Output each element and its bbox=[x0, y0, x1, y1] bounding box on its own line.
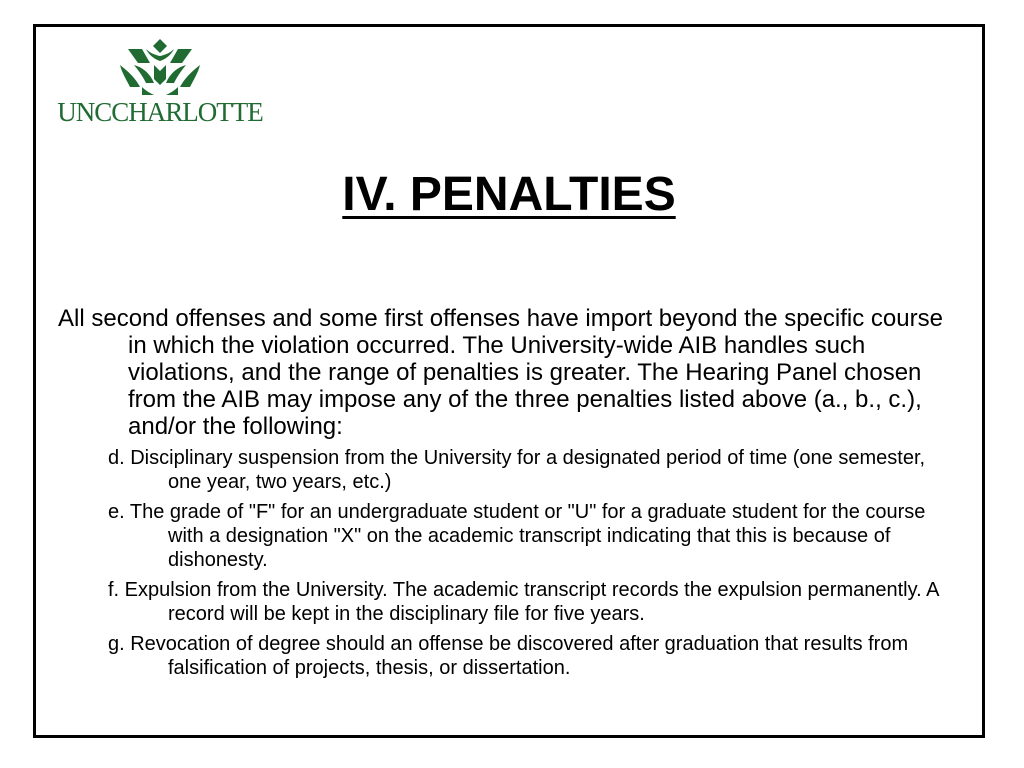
penalty-item-g: g. Revocation of degree should an offense be discovered after graduation that results from falsification of projects, thesis, or dissertation. bbox=[108, 633, 909, 679]
intro-paragraph: All second offenses and some first offenses have import beyond the specific course in which the violation occurred. The University-wide AIB handles such violations, and the range of penalties is greater. The Hearing Panel chosen from the AIB may impose any of the three penalties listed above (a., b., c.), and/or the following: bbox=[58, 305, 943, 440]
slide-title: IV. PENALTIES bbox=[342, 168, 676, 221]
logo-wordmark: UNCCHARLOTTE bbox=[57, 97, 263, 127]
penalty-item-e: e. The grade of "F" for an undergraduate student or "U" for a graduate student for the course with a designation "X" on the academic transcript indicating that this is because of dishonesty. bbox=[108, 501, 926, 571]
penalty-list bbox=[58, 446, 954, 680]
slide bbox=[33, 24, 985, 738]
unc-charlotte-logo bbox=[50, 35, 270, 135]
penalty-item-d: d. Disciplinary suspension from the University for a designated period of time (one semester, one year, two years, etc.) bbox=[108, 447, 926, 493]
slide-body bbox=[58, 305, 954, 686]
penalty-item-f: f. Expulsion from the University. The academic transcript records the expulsion permanently. A record will be kept in the disciplinary file for five years. bbox=[108, 579, 939, 625]
